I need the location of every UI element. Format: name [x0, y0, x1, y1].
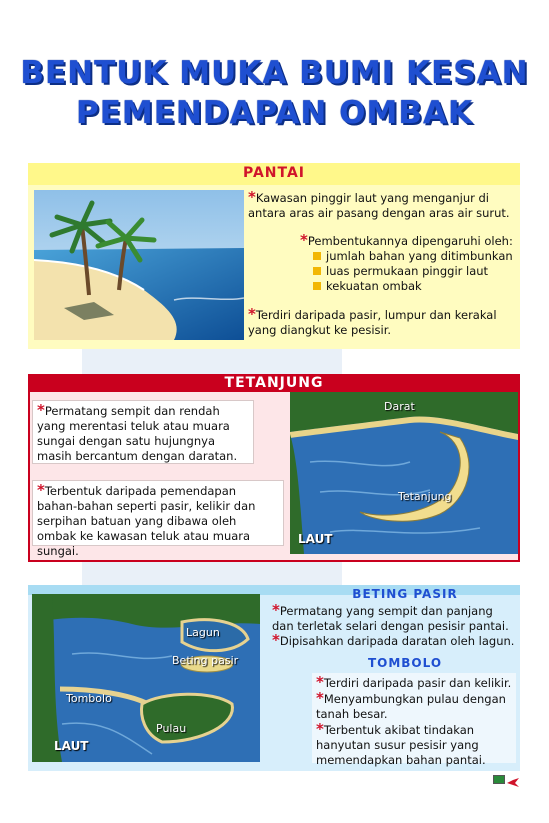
- tombolo-points: [312, 673, 516, 767]
- asterisk-icon: *: [248, 188, 256, 206]
- tombolo-point-1: *Terdiri daripada pasir dan kelikir.: [316, 673, 512, 691]
- asterisk-icon: *: [37, 401, 45, 419]
- page-title-line1: BENTUK MUKA BUMI KESAN: [20, 55, 529, 91]
- map-label-darat: Darat: [384, 400, 415, 413]
- asterisk-icon: *: [248, 305, 256, 323]
- map-label-laut: LAUT: [298, 532, 333, 546]
- asterisk-icon: *: [272, 631, 280, 649]
- tetanjung-point-2: *Terbentuk daripada pemendapan bahan-bahan seperti pasir, kelikir dan serpihan batuan yang dibawa oleh ombak ke kawasan teluk atau muara sungai.: [32, 480, 284, 546]
- map-label-pulau: Pulau: [156, 722, 187, 735]
- pantai-point-1: *Kawasan pinggir laut yang menganjur di antara aras air pasang dengan aras air surut.: [248, 188, 510, 220]
- tetanjung-map: [290, 392, 518, 554]
- page-title-line2: PEMENDAPAN OMBAK: [75, 95, 474, 131]
- list-item: jumlah bahan yang ditimbunkan: [313, 249, 513, 264]
- beting-point-2: *Dipisahkan daripada daratan oleh lagun.: [272, 631, 515, 649]
- map-label-tombolo: Tombolo: [66, 692, 112, 705]
- asterisk-icon: *: [316, 689, 324, 707]
- asterisk-icon: *: [272, 601, 280, 619]
- square-bullet-icon: [313, 267, 321, 275]
- list-item: luas permukaan pinggir laut: [313, 264, 513, 279]
- map-label-tetanjung: Tetanjung: [398, 490, 452, 503]
- beting-point-1: *Permatang yang sempit dan panjang dan terletak selari dengan pesisir pantai.: [272, 601, 509, 633]
- publisher-logo-icon: [493, 775, 505, 784]
- beach-illustration: [34, 190, 244, 340]
- pantai-bullet-list: [313, 249, 513, 294]
- beting-tombolo-map: [32, 594, 260, 762]
- asterisk-icon: *: [300, 231, 308, 249]
- publisher-bird-icon: [507, 773, 519, 783]
- list-item: kekuatan ombak: [313, 279, 513, 294]
- tombolo-point-3: *Terbentuk akibat tindakan hanyutan susur pesisir yang memendapkan bahan pantai.: [316, 720, 486, 767]
- asterisk-icon: *: [316, 720, 324, 738]
- pantai-heading: PANTAI: [242, 165, 306, 181]
- tombolo-heading: TOMBOLO: [367, 656, 443, 670]
- pantai-point-2: *Pembentukannya dipengaruhi oleh:: [300, 231, 513, 249]
- asterisk-icon: *: [316, 673, 324, 691]
- map-label-lagun: Lagun: [186, 626, 220, 639]
- tetanjung-heading: TETANJUNG: [224, 375, 324, 391]
- square-bullet-icon: [313, 252, 321, 260]
- tombolo-point-2: *Menyambungkan pulau dengan tanah besar.: [316, 689, 506, 721]
- pantai-point-3: *Terdiri daripada pasir, lumpur dan kerakal yang diangkut ke pesisir.: [248, 305, 497, 337]
- map-label-laut-2: LAUT: [54, 739, 89, 753]
- beting-heading: BETING PASIR: [352, 587, 458, 601]
- map-label-beting-pasir: Beting pasir: [172, 654, 239, 667]
- square-bullet-icon: [313, 282, 321, 290]
- asterisk-icon: *: [37, 481, 45, 499]
- tetanjung-point-1: *Permatang sempit dan rendah yang merentasi teluk atau muara sungai dengan satu hujungnya masih bercantum dengan daratan.: [32, 400, 254, 464]
